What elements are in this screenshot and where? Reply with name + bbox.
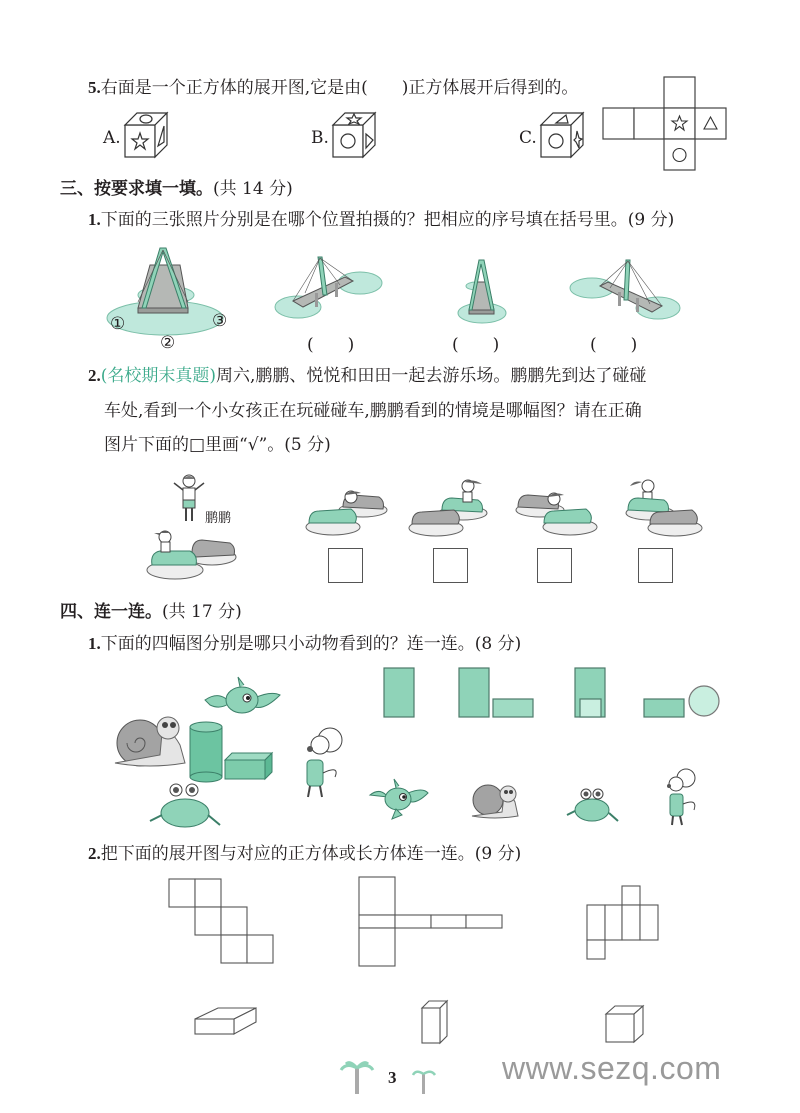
section-4-title: 四、连一连。 (60, 602, 162, 622)
q5-text: 右面是一个正方体的展开图,它是由( )正方体展开后得到的。 (100, 78, 579, 98)
animals-objects-scene (110, 665, 360, 830)
checkbox-option-1[interactable] (328, 548, 363, 583)
view-4-wide-rect (644, 699, 684, 717)
s3-q2-number: 2. (88, 366, 101, 385)
position-3-label: ③ (212, 311, 228, 331)
view-1-tall-rect (384, 668, 414, 717)
reference-bumper-car-scene (140, 525, 240, 580)
cylinder-icon (190, 722, 222, 782)
s4-q2-number: 2. (88, 844, 101, 863)
view-shapes (370, 665, 730, 725)
bumper-car-option-4 (620, 478, 705, 540)
s3-q1-prompt (88, 209, 674, 231)
watermark-text: www.sezq.com (502, 1050, 722, 1086)
bumper-car-option-2 (408, 478, 493, 540)
s3-q2-line1 (88, 365, 646, 387)
s3-q2-line3: 图片下面的□里画“√”。(5 分) (104, 435, 331, 455)
q5-cube-net (602, 76, 742, 172)
position-2-label: ② (160, 333, 176, 353)
section-3-points: (共 14 分) (213, 179, 293, 199)
view-3-inner-rect (580, 699, 601, 717)
checkbox-option-3[interactable] (537, 548, 572, 583)
snail-icon (115, 717, 185, 766)
animal-snail-option[interactable] (470, 780, 522, 822)
q5-number: 5. (88, 78, 101, 97)
s3-q1-number: 1. (88, 210, 101, 229)
solid-cube[interactable] (605, 1004, 645, 1044)
view-4-circle (689, 686, 719, 716)
section-3-title: 三、按要求填一填。 (60, 179, 213, 199)
s3-q2-text-line1: 周六,鹏鹏、悦悦和田田一起去游乐场。鹏鹏先到达了碰碰 (216, 366, 647, 386)
solid-flat-cuboid[interactable] (194, 1006, 259, 1038)
q5-prompt (88, 77, 578, 99)
section-4-heading (60, 597, 242, 622)
solid-tall-cuboid[interactable] (421, 1000, 451, 1045)
bumper-car-option-1 (305, 485, 390, 540)
q5-option-c-cube[interactable] (538, 110, 588, 160)
s4-q1-prompt (88, 633, 521, 655)
answer-blank-2[interactable]: ( ) (452, 335, 500, 355)
section-4-points: (共 17 分) (162, 602, 242, 622)
view-2-tall-rect (459, 668, 489, 717)
exam-source-tag: (名校期末真题) (100, 366, 217, 386)
view-2-wide-rect (493, 699, 533, 717)
boy-pengpeng-figure (172, 473, 206, 525)
s3-q2-line2: 车处,看到一个小女孩正在玩碰碰车,鹏鹏看到的情境是哪幅图？请在正确 (104, 401, 642, 421)
net-3-cube[interactable] (586, 885, 666, 965)
s4-q2-prompt (88, 843, 521, 865)
checkbox-option-2[interactable] (433, 548, 468, 583)
mouse-icon (307, 728, 342, 797)
position-1-label: ① (110, 314, 126, 334)
palm-tree-left-icon (340, 1060, 374, 1094)
q5-option-c-label: C. (519, 128, 537, 148)
answer-blank-1[interactable]: ( ) (307, 335, 355, 355)
section-3-heading (60, 174, 293, 199)
bird-icon (205, 677, 280, 713)
pengpeng-label: 鹏鹏 (205, 511, 232, 526)
checkbox-option-4[interactable] (638, 548, 673, 583)
answer-blank-3[interactable]: ( ) (590, 335, 638, 355)
net-2-cuboid-cross[interactable] (358, 876, 518, 971)
q5-option-a-cube[interactable] (122, 110, 172, 160)
page-number: 3 (388, 1068, 397, 1087)
bumper-car-option-3 (512, 485, 597, 540)
animal-frog-option[interactable] (565, 785, 620, 825)
s4-q2-text: 把下面的展开图与对应的正方体或长方体连一连。(9 分) (100, 844, 522, 864)
q5-option-b-label: B. (311, 128, 329, 148)
bridge-photo-3 (570, 258, 680, 328)
net-1-staircase[interactable] (168, 878, 288, 968)
cuboid-icon (225, 753, 272, 779)
bridge-photo-2 (452, 258, 512, 328)
s3-q1-text: 下面的三张照片分别是在哪个位置拍摄的？把相应的序号填在括号里。(9 分) (100, 210, 675, 230)
animal-bird-option[interactable] (368, 775, 428, 823)
q5-option-a-label: A. (103, 128, 121, 148)
s4-q1-number: 1. (88, 634, 101, 653)
animal-mouse-option[interactable] (660, 768, 705, 828)
frog-icon (150, 784, 220, 827)
s4-q1-text: 下面的四幅图分别是哪只小动物看到的？连一连。(8 分) (100, 634, 522, 654)
palm-tree-right-icon (412, 1068, 436, 1094)
q5-option-b-cube[interactable] (330, 110, 380, 160)
bridge-photo-1 (275, 255, 385, 325)
